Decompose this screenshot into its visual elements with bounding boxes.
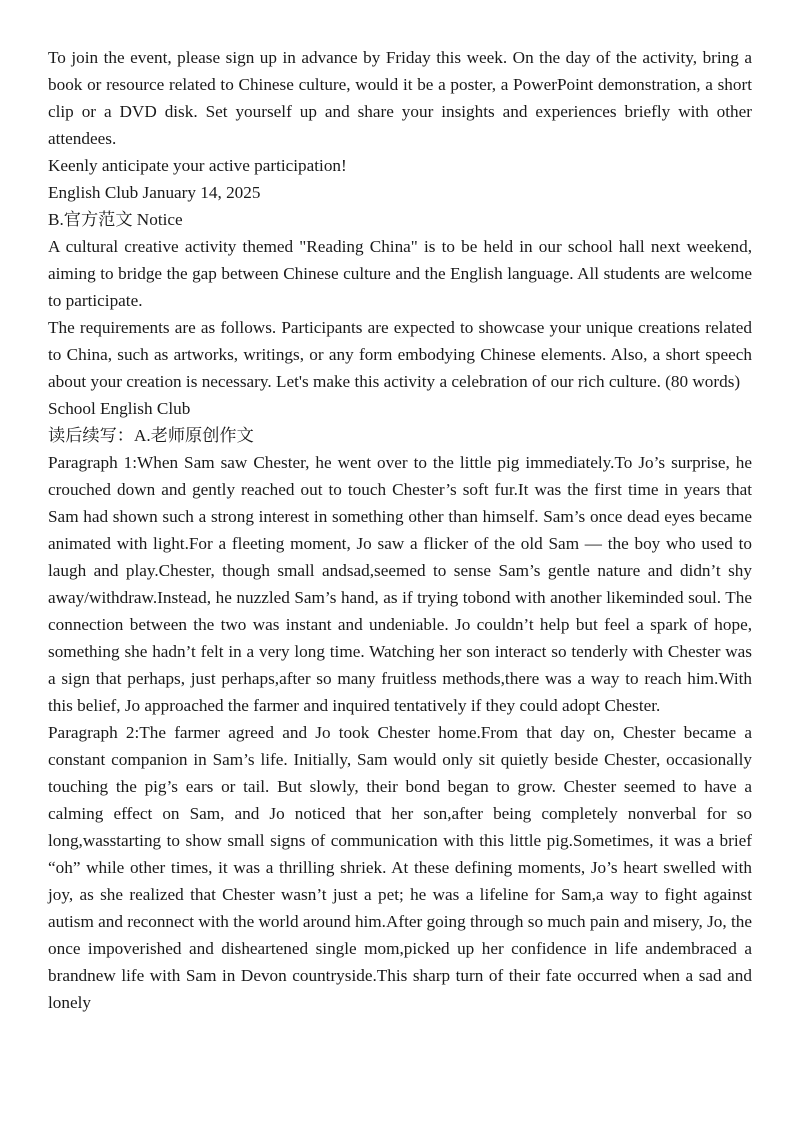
- continuation-paragraph-2: Paragraph 2:The farmer agreed and Jo took Chester home.From that day on, Chester became a constant companion in Sam’s life. Initially, Sam would only sit quietly beside Chester, occasionally touching the pig’s ears or tail. But slowly, their bond began to grow. Chester seemed to have a calming effect on Sam, and Jo noticed that her son,after being completely nonverbal for so long,wasstarting to show small signs of communication with this little pig.Sometimes, it was a brief “oh” while other times, it was a thrilling shriek. At these defining moments, Jo’s heart swelled with joy, as she realized that Chester wasn’t just a pet; he was a lifeline for Sam,a way to fight against autism and reconnect with the world around him.After going through so much pain and misery, Jo, the once impoverished and disheartened single mom,picked up her confidence in life andembraced a brandnew life with Sam in Devon countryside.This sharp turn of their fate occurred when a sad and lonely: [48, 723, 752, 1012]
- notice-b-paragraph-1: A cultural creative activity themed "Reading China" is to be held in our school hall next weekend, aiming to bridge the gap between Chinese culture and the English language. All students are welcome to participate.: [48, 237, 752, 310]
- notice-a-signature: English Club January 14, 2025: [48, 183, 261, 202]
- notice-b-signature: School English Club: [48, 399, 191, 418]
- notice-b-paragraph-2: The requirements are as follows. Participants are expected to showcase your unique creations related to China, such as artworks, writings, or any form embodying Chinese elements. Also, a short speech about your creation is necessary. Let's make this activity a celebration of our rich culture. (80 words): [48, 318, 752, 391]
- continuation-paragraph-1: Paragraph 1:When Sam saw Chester, he went over to the little pig immediately.To Jo’s surprise, he crouched down and gently reached out to touch Chester’s soft fur.It was the first time in years that Sam had shown such a strong interest in something other than himself. Sam’s once dead eyes became animated with light.For a fleeting moment, Jo saw a flicker of the old Sam — the boy who used to laugh and play.Chester, though small andsad,seemed to sense Sam’s gentle nature and didn’t shy away/withdraw.Instead, he nuzzled Sam’s hand, as if trying tobond with another likeminded soul. The connection between the two was instant and undeniable. Jo couldn’t help but feel a spark of hope, something she hadn’t felt in a very long time. Watching her son interact so tenderly with Chester was a sign that perhaps, just perhaps,after so many fruitless methods,there was a way to reach him.With this belief, Jo approached the farmer and inquired tentatively if they could adopt Chester.: [48, 453, 752, 715]
- continuation-heading: 读后续写：A.老师原创作文: [48, 426, 254, 445]
- notice-b-heading: B.官方范文 Notice: [48, 210, 183, 229]
- notice-a-closing: Keenly anticipate your active participation!: [48, 156, 347, 175]
- notice-a-paragraph: To join the event, please sign up in advance by Friday this week. On the day of the activity, bring a book or resource related to Chinese culture, would it be a poster, a PowerPoint demonstration, a short clip or a DVD disk. Set yourself up and share your insights and experiences briefly with other attendees.: [48, 48, 752, 148]
